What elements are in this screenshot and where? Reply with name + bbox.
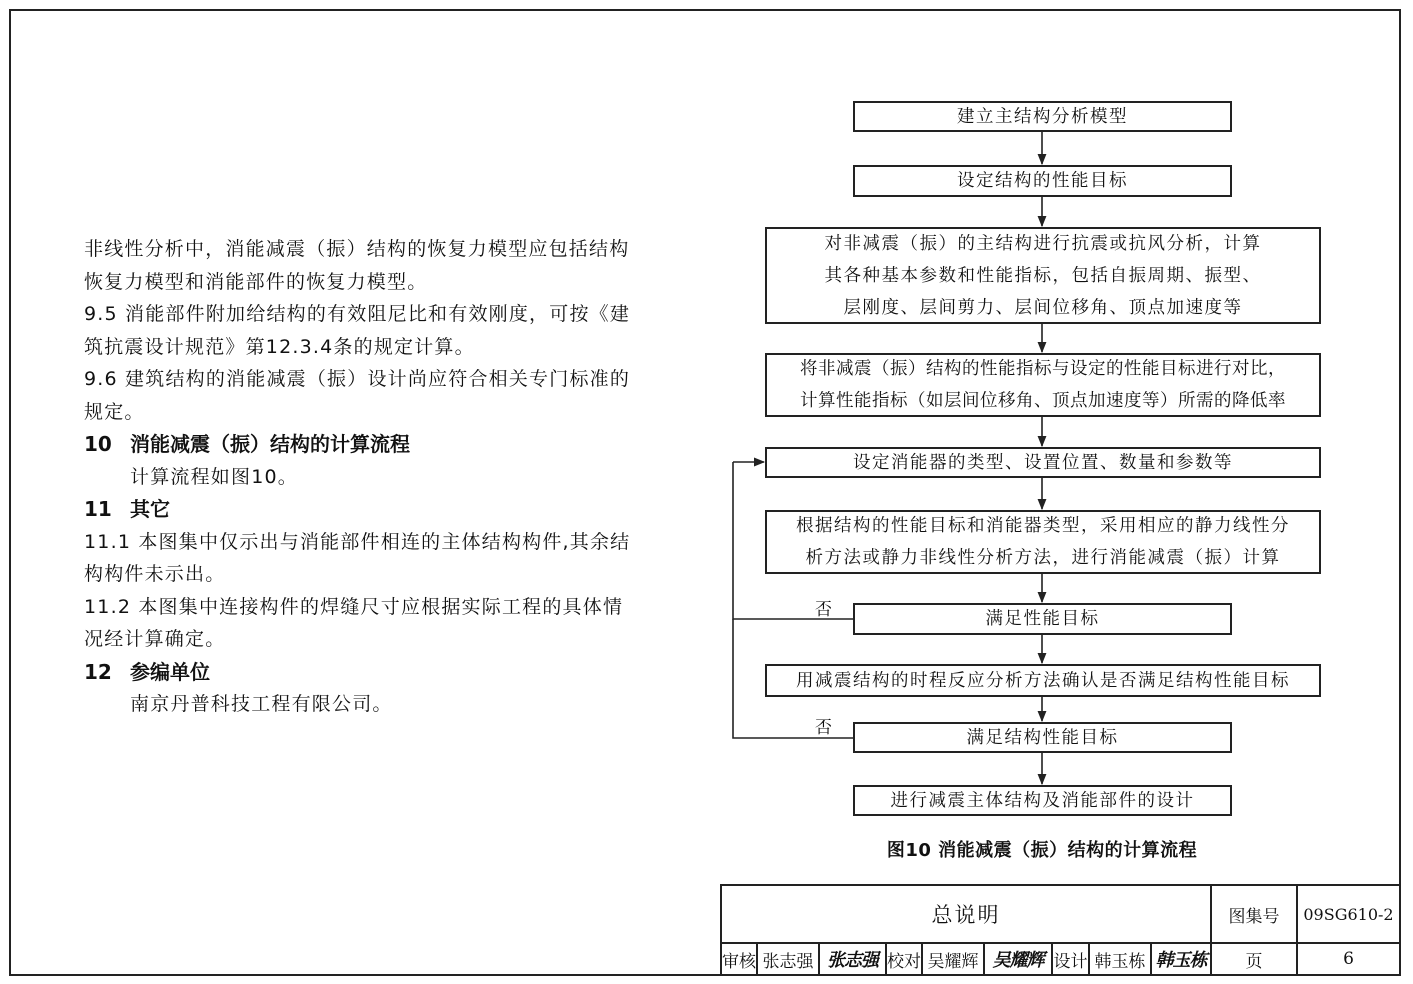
flow-box-text: 将非减震（振）结构的性能指标与设定的性能目标进行对比， — [800, 359, 1286, 379]
flow-box-text: 其各种基本参数和性能指标，包括自振周期、振型、 — [824, 265, 1262, 286]
note-line: 恢复力模型和消能部件的恢复力模型。 — [84, 270, 428, 293]
flow-box-text: 对非减震（振）的主结构进行抗震或抗风分析，计算 — [824, 233, 1262, 254]
flow-box-text: 用减震结构的时程反应分析方法确认是否满足结构性能目标 — [796, 670, 1290, 691]
figure-caption: 图10 消能减震（振）结构的计算流程 — [886, 840, 1198, 861]
flow-box-text: 建立主结构分析模型 — [957, 106, 1128, 127]
atlas-number-label: 图集号 — [1212, 886, 1298, 944]
flow-box-calculate — [765, 510, 1321, 574]
designer-name: 韩玉栋 — [1090, 944, 1152, 974]
no-label: 否 — [815, 718, 832, 738]
flow-box-text: 计算性能指标（如层间位移角、顶点加速度等）所需的降低率 — [800, 391, 1286, 411]
section-title: 其它 — [130, 497, 170, 521]
flow-box-set-target — [853, 165, 1232, 197]
checker-signature: 吴耀辉 — [985, 944, 1053, 974]
flow-box-time-history — [765, 664, 1321, 697]
reviewer-name: 张志强 — [758, 944, 820, 974]
flow-box-text: 设定消能器的类型、设置位置、数量和参数等 — [853, 452, 1233, 473]
section-title: 参编单位 — [130, 659, 210, 684]
flow-box-analysis — [765, 227, 1321, 324]
flow-box-text: 满足结构性能目标 — [966, 727, 1119, 748]
flow-box-text: 根据结构的性能目标和消能器类型，采用相应的静力线性分 — [796, 516, 1290, 536]
note-11-2-line: 况经计算确定。 — [84, 628, 226, 650]
section-title: 消能减震（振）结构的计算流程 — [130, 432, 410, 456]
designer-signature: 韩玉栋 — [1152, 944, 1212, 974]
note-9-5-line: 筑抗震设计规范》第12.3.4条的规定计算。 — [84, 335, 475, 358]
checker-name: 吴耀辉 — [923, 944, 985, 974]
section-number: 10 — [84, 432, 112, 456]
section-10-body: 计算流程如图10。 — [130, 465, 298, 488]
note-11-1-line: 11.1 本图集中仅示出与消能部件相连的主体结构构件,其余结 — [84, 530, 631, 553]
page-number: 6 — [1343, 949, 1354, 969]
page-label: 页 — [1212, 944, 1298, 974]
flow-box-text: 满足性能目标 — [985, 609, 1100, 629]
note-9-6-line: 规定。 — [84, 400, 145, 423]
reviewer-signature: 张志强 — [820, 944, 887, 974]
section-12-body: 南京丹普科技工程有限公司。 — [130, 693, 393, 715]
note-11-1-line: 构构件未示出。 — [84, 563, 226, 585]
flow-box-set-damper — [765, 447, 1321, 478]
flow-box-text: 进行减震主体结构及消能部件的设计 — [890, 790, 1195, 811]
section-number: 11 — [84, 497, 112, 521]
flow-box-text: 层刚度、层间剪力、层间位移角、顶点加速度等 — [843, 297, 1243, 318]
drawing-title: 总说明 — [722, 886, 1212, 944]
atlas-number: 09SG610-2 — [1298, 886, 1399, 944]
flow-box-text: 设定结构的性能目标 — [957, 171, 1128, 191]
no-label: 否 — [815, 600, 832, 620]
flow-box-text: 析方法或静力非线性分析方法，进行消能减震（振）计算 — [805, 548, 1281, 568]
note-9-6-line: 9.6 建筑结构的消能减震（振）设计尚应符合相关专门标准的 — [84, 368, 631, 390]
title-block — [720, 884, 1401, 976]
note-11-2-line: 11.2 本图集中连接构件的焊缝尺寸应根据实际工程的具体情 — [84, 595, 624, 618]
note-line: 非线性分析中，消能减震（振）结构的恢复力模型应包括结构 — [84, 238, 630, 260]
section-number: 12 — [84, 659, 112, 684]
flow-box-build-model — [853, 101, 1232, 132]
review-label: 审核 — [722, 944, 758, 974]
flow-box-compare — [765, 353, 1321, 417]
flow-box-check-structure — [853, 722, 1232, 753]
flow-box-check-target — [853, 603, 1232, 635]
design-label: 设计 — [1053, 944, 1090, 974]
check-label: 校对 — [887, 944, 923, 974]
flow-box-design — [853, 785, 1232, 816]
note-9-5-line: 9.5 消能部件附加给结构的有效阻尼比和有效刚度，可按《建 — [84, 303, 631, 325]
